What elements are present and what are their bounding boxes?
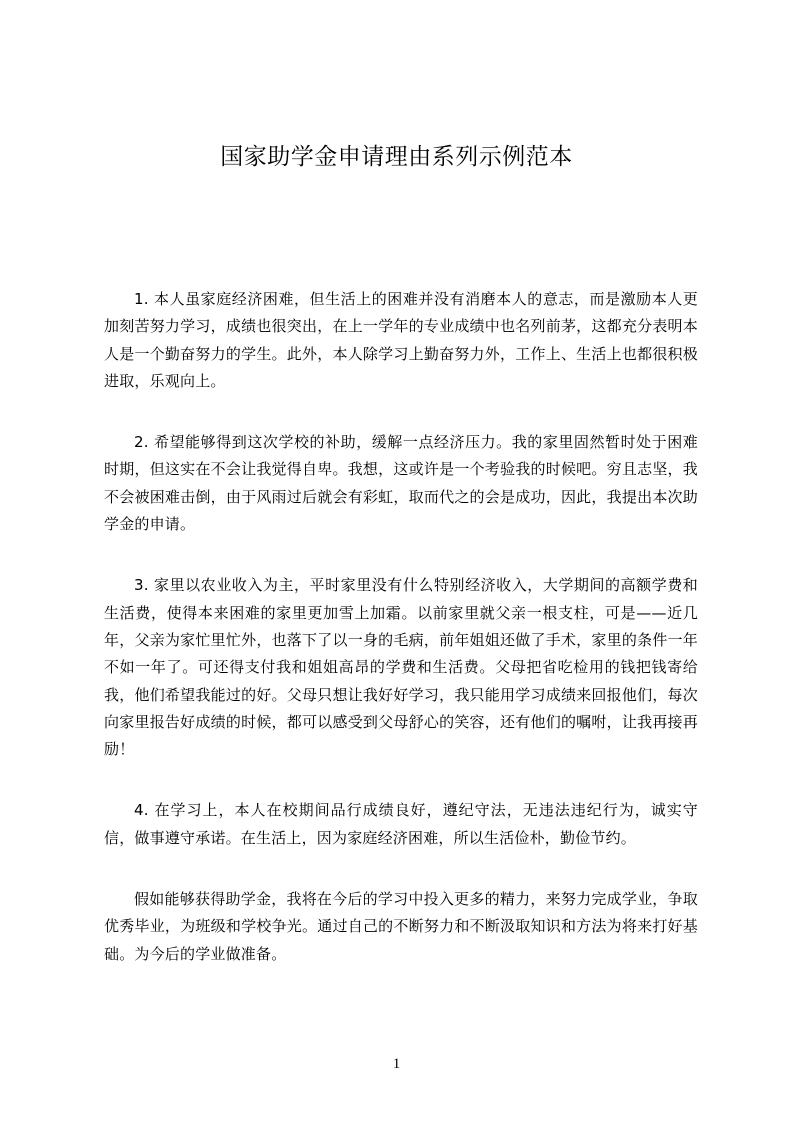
document-body: [104, 286, 698, 1002]
document-title: 国家助学金申请理由系列示例范本: [220, 144, 573, 170]
paragraph-2: 2. 希望能够得到这次学校的补助，缓解一点经济压力。我的家里固然暂时处于困难时期，但这实在不会让我觉得自卑。我想，这或许是一个考验我的时候吧。穷且志坚，我不会被困难击倒，由于风雨过后就会有彩虹，取而代之的会是成功，因此，我提出本次助学金的申请。: [104, 433, 698, 534]
paragraph-4: 4. 在学习上，本人在校期间品行成绩良好，遵纪守法，无违法违纪行为，诚实守信，做事遵守承诺。在生活上，因为家庭经济困难，所以生活俭朴，勤俭节约。: [104, 801, 698, 847]
page-number: 1: [392, 1056, 401, 1072]
paragraph-3: 3. 家里以农业收入为主，平时家里没有什么特别经济收入，大学期间的高额学费和生活费，使得本来困难的家里更加雪上加霜。以前家里就父亲一根支柱，可是——近几年，父亲为家忙里忙外，也落下了以一身的毛病，前年姐姐还做了手术，家里的条件一年不如一年了。可还得支付我和姐姐高昂的学费和生活费。父母把省吃检用的钱把钱寄给我，他们希望我能过的好。父母只想让我好好学习，我只能用学习成绩来回报他们，每次向家里报告好成绩的时候，都可以感受到父母舒心的笑容，还有他们的嘱咐，让我再接再励！: [104, 576, 698, 759]
paragraph-5: 假如能够获得助学金，我将在今后的学习中投入更多的精力，来努力完成学业，争取优秀毕业，为班级和学校争光。通过自己的不断努力和不断汲取知识和方法为将来打好基础。为今后的学业做准备。: [104, 890, 698, 963]
paragraph-1: 1. 本人虽家庭经济困难，但生活上的困难并没有消磨本人的意志，而是激励本人更加刻苦努力学习，成绩也很突出，在上一学年的专业成绩中也名列前茅，这都充分表明本人是一个勤奋努力的学生。此外，本人除学习上勤奋努力外，工作上、生活上也都很积极进取，乐观向上。: [104, 290, 698, 390]
